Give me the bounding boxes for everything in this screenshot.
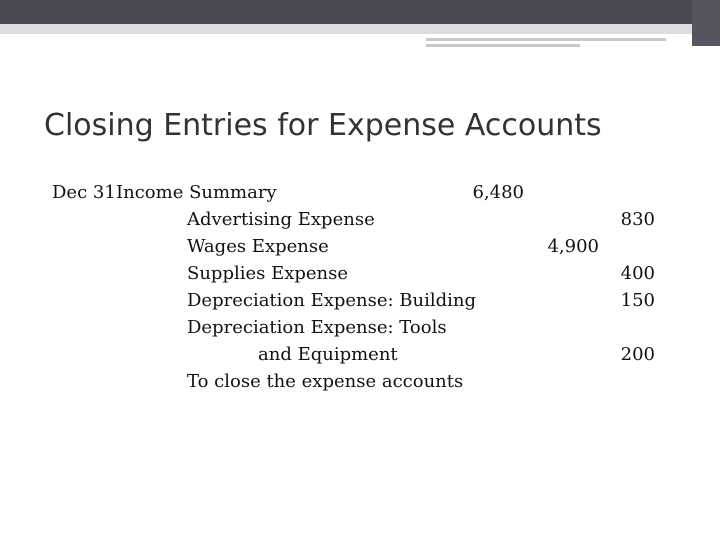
slide-title: Closing Entries for Expense Accounts — [44, 108, 602, 143]
credit-account: Wages Expense — [187, 236, 329, 257]
credit-amount: 200 — [620, 344, 655, 365]
entry-explanation: To close the expense accounts — [187, 371, 464, 392]
header-band-corner — [692, 0, 720, 46]
credit-amount: 830 — [620, 209, 655, 230]
credit-account: Supplies Expense — [187, 263, 349, 284]
credit-amount: 400 — [620, 263, 655, 284]
header-accent-line — [0, 24, 692, 34]
debit-account: Income Summary — [116, 182, 277, 203]
credit-account-continued: and Equipment — [258, 344, 398, 365]
credit-account: Advertising Expense — [187, 209, 375, 230]
header-band — [0, 0, 720, 24]
entry-date: Dec 31 — [52, 182, 116, 203]
header-accent-thin-line — [426, 38, 666, 41]
credit-account: Depreciation Expense: Tools — [187, 317, 447, 338]
credit-account: Depreciation Expense: Building — [187, 290, 477, 311]
header-accent-thin-line — [426, 44, 580, 47]
debit-amount: 6,480 — [472, 182, 524, 203]
credit-amount: 150 — [620, 290, 655, 311]
credit-amount: 4,900 — [547, 236, 599, 257]
